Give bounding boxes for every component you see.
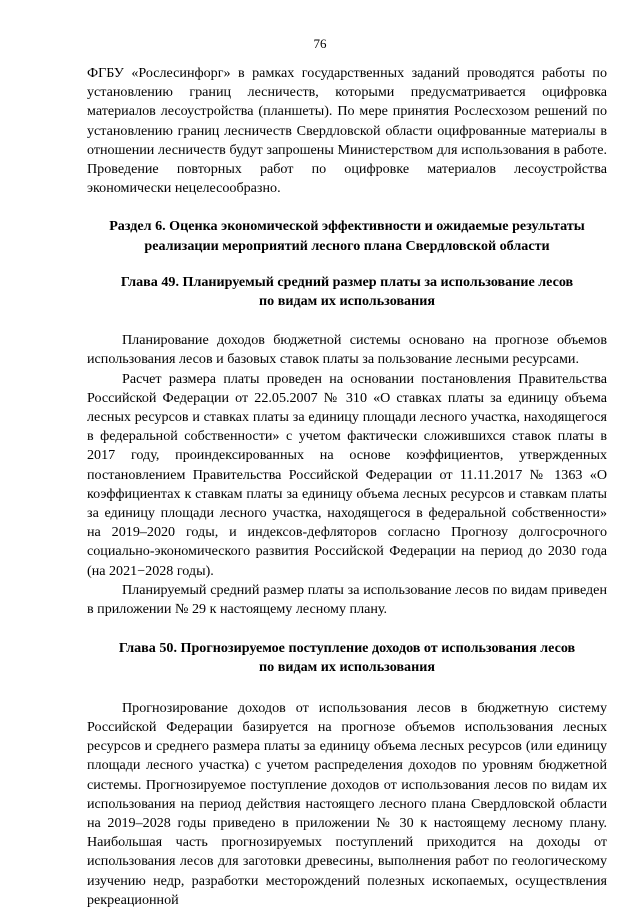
page-content [87,64,607,910]
chapter-50-paragraph: Прогнозирование доходов от использования лесов в бюджетную систему Российской Федерации базируется на прогнозе объемов использования лесных ресурсов и среднего размера платы за единицу объема лесных ресурсов (или единицу площади лесного участка) с учетом распределения доходов по уровням бюджетной системы. Прогнозируемое поступление доходов от использования лесов по видам их использования на период действия настоящего лесного плана Свердловской области на 2019–2028 годы приведено в приложении № 30 к настоящему лесному плану. Наибольшая часть прогнозируемых поступлений приходится на доходы от использования лесов для заготовки древесины, выполнения работ по геологическому изучению недр, разработки месторождений полезных ископаемых, осуществления рекреационной [87,699,607,908]
intro-paragraph: ФГБУ «Рослесинфорг» в рамках государственных заданий проводятся работы по установлению границ лесничеств, которыми предусматривается оцифровка материалов лесоустройства (планшеты). По мере принятия Рослесхозом решений по установлению границ лесничеств Свердловской области оцифрованные материалы в отношении лесничеств будут запрошены Министерством для использования в работе. Проведение повторных работ по оцифровке материалов лесоустройства экономически нецелесообразно. [87,65,607,197]
section-6-title-line-2: реализации мероприятий лесного плана Свердловской области [144,237,550,254]
chapter-49-title-line-1: Глава 49. Планируемый средний размер платы за использование лесов [120,273,574,290]
chapter-49-title-line-2: по видам их использования [259,293,435,310]
chapter-50-title-line-2: по видам их использования [259,659,435,676]
section-6-heading [87,217,607,255]
chapter-49-paragraph: Планируемый средний размер платы за использование лесов по видам приведен в приложении № 29 к настоящему лесному плану. [87,581,607,618]
page-number: 76 [313,36,327,51]
chapter-49-heading [87,273,607,311]
chapter-49-paragraph: Расчет размера платы проведен на основании постановления Правительства Российской Федерации от 22.05.2007 № 310 «О ставках платы за единицу объема лесных ресурсов и ставках платы за единицу площади лесного участка, находящегося в федеральной собственности» с учетом фактически сложившихся ставок платы в 2017 году, проиндексированных на основе коэффициентов, утвержденных постановлением Правительства Российской Федерации от 11.11.2017 № 1363 «О коэффициентах к ставкам платы за единицу объема лесных ресурсов и ставкам платы за единицу площади лесного участка, находящегося в федеральной собственности» на 2019–2020 годы, и индексов-дефляторов согласно Прогнозу долгосрочного социально-экономического развития Российской Федерации на период до 2030 года (на 2021−2028 годы). [87,370,607,579]
chapter-49-paragraph: Планирование доходов бюджетной системы основано на прогнозе объемов использования лесов и базовых ставок платы за пользование лесными ресурсами. [87,332,607,368]
chapter-50-heading [87,639,607,677]
section-6-title-line-1: Раздел 6. Оценка экономической эффективности и ожидаемые результаты [109,218,585,235]
chapter-50-title-line-1: Глава 50. Прогнозируемое поступление доходов от использования лесов [118,640,576,657]
